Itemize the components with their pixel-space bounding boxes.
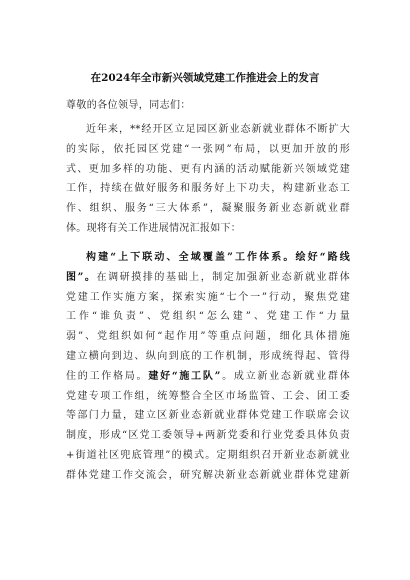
paragraph-section-1 <box>66 248 350 486</box>
greeting: 尊敬的各位领导，同志们： <box>66 100 191 111</box>
text-line: 工作“谁负责”、党组织“怎么建”、党建工作“力量 <box>66 311 350 323</box>
text-line: +街道社区兜底管理”的模式。定期组织召开新业态新就业 <box>66 449 350 461</box>
text-line: 作、组织、服务“三大体系”，凝聚服务新业态新就业群 <box>66 203 350 215</box>
text-line: 群体党建工作交流会，研究解决新业态新就业群体党建新 <box>66 469 350 481</box>
subheading: 建好“施工队” <box>148 370 221 382</box>
text-line: 等部门力量，建立区新业态新就业群体党建工作联席会议 <box>66 410 350 422</box>
text-line: 。成立新业态新就业群体 <box>220 370 350 382</box>
text-line: 工作，持续在做好服务和服务好上下功夫，构建新业态工 <box>66 183 350 195</box>
text-line: 党建专项工作组，统筹整合全区市场监管、工会、团工委 <box>66 390 350 402</box>
text-line: 党建工作实施方案，探索实施“七个一”行动，聚焦党建 <box>66 291 350 303</box>
text-line: 建立横向到边、纵向到底的工作机制，形成统得起、管得 <box>66 350 350 362</box>
text-line: 式、更加多样的功能、更有内涵的活动赋能新兴领域党建 <box>66 163 350 175</box>
section-heading-cont: 图”。 <box>66 271 97 283</box>
document-title: 在2024年全市新兴领域党建工作推进会上的发言 <box>90 72 320 84</box>
text-line: 弱”、党组织如何“起作用”等重点问题，细化具体措施 <box>66 331 350 343</box>
text-line: 近年来，**经开区立足园区新业态新就业群体不断扩大 <box>86 124 350 135</box>
text-line: 在调研摸排的基础上，制定加强新业态新就业群体 <box>96 271 350 283</box>
text-line: 住的工作格局。 <box>66 370 149 382</box>
section-heading: 构建“上下联动、全域覆盖”工作体系。绘好“路线 <box>86 252 350 263</box>
paragraph-intro <box>66 120 350 239</box>
text-line: 的实际，依托园区党建“一张网”布局，以更加开放的形 <box>66 143 350 155</box>
text-line: 制度，形成“区党工委领导+两新党委和行业党委具体负责 <box>66 430 350 442</box>
text-line: 体。现将有关工作进展情况汇报如下： <box>66 222 242 234</box>
